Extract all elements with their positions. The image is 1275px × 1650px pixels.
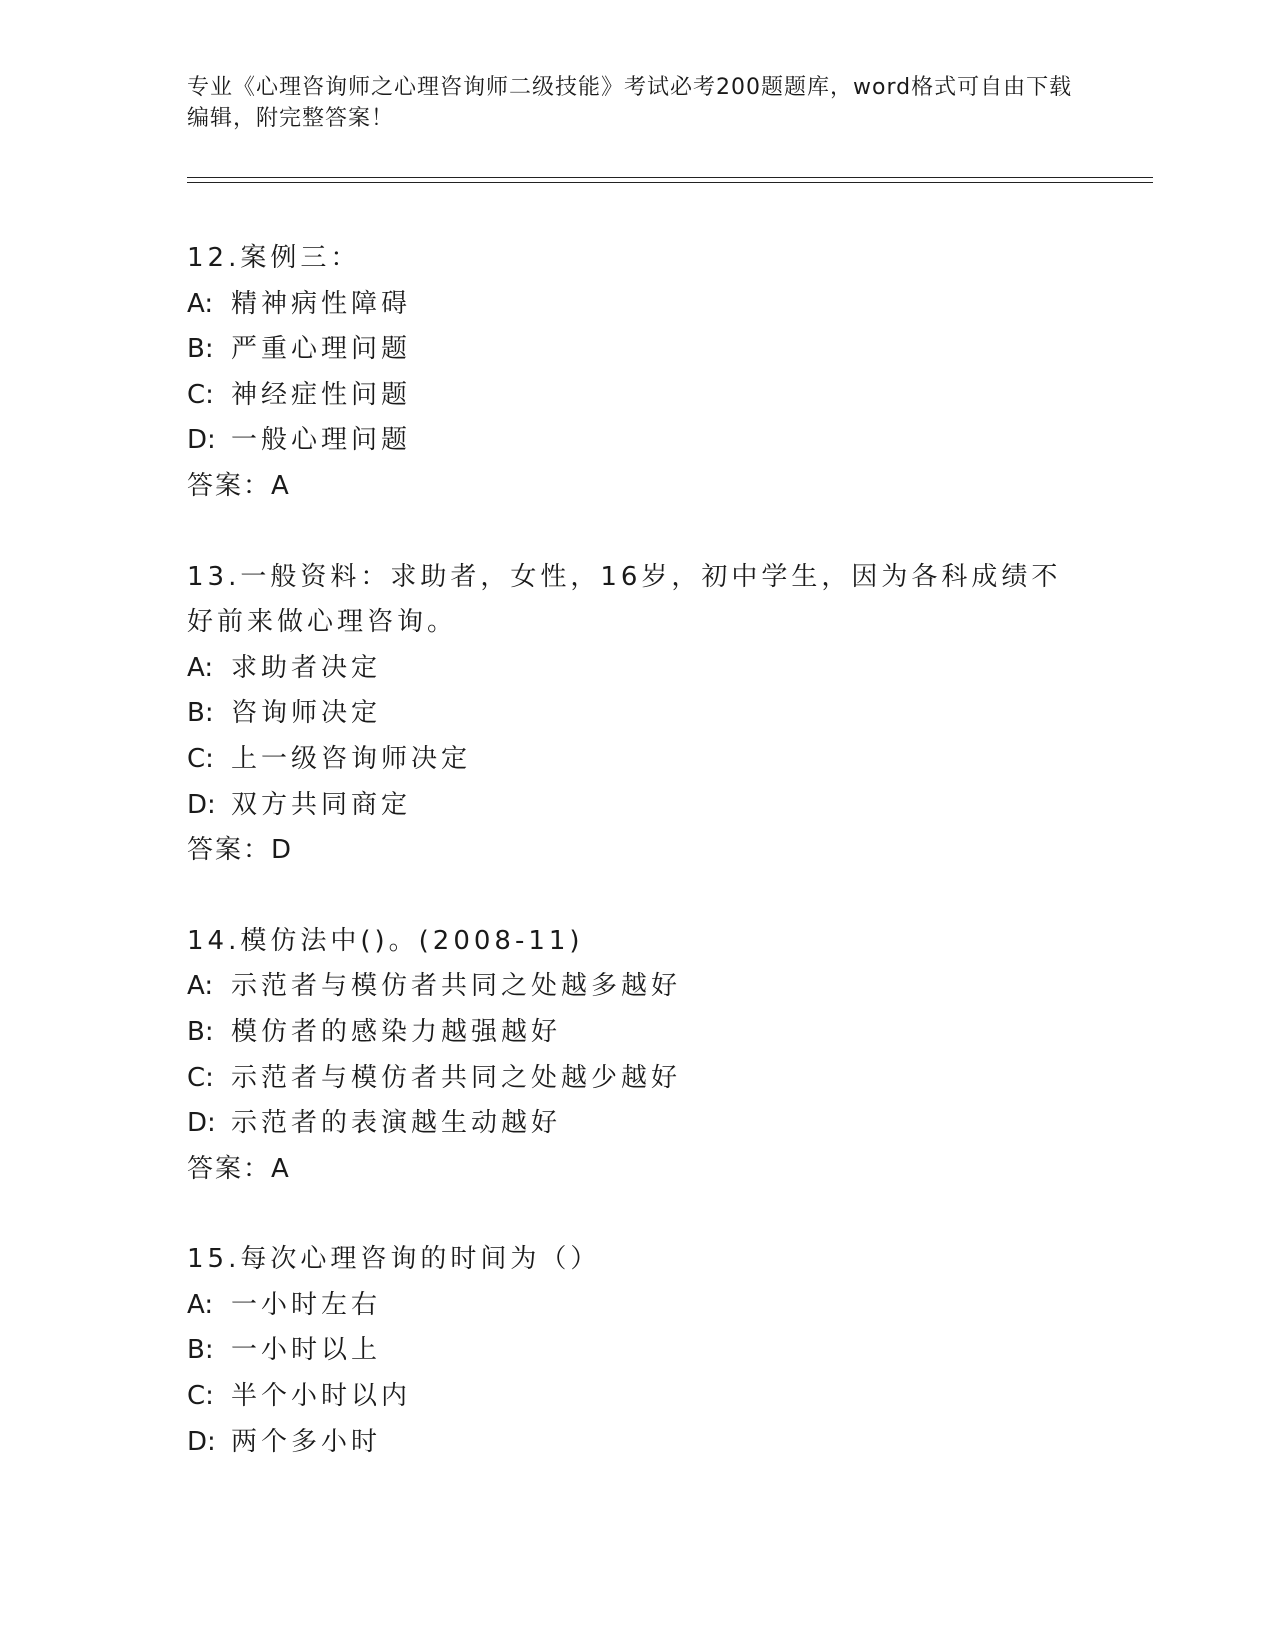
option-d bbox=[187, 783, 1087, 829]
header-title: 专业《心理咨询师之心理咨询师二级技能》考试必考200题题库，word格式可自由下载编辑，附完整答案！ bbox=[187, 75, 1073, 131]
option-c bbox=[187, 1056, 1087, 1102]
option-d bbox=[187, 418, 1087, 464]
option-letter: C: bbox=[187, 1062, 214, 1093]
option-a bbox=[187, 282, 1087, 328]
question-13 bbox=[187, 555, 1087, 874]
option-text: 示范者与模仿者共同之处越多越好 bbox=[231, 971, 682, 1002]
question-stem: 15.每次心理咨询的时间为（） bbox=[187, 1244, 601, 1275]
answer-line: 答案：A bbox=[187, 1153, 291, 1184]
option-a bbox=[187, 964, 1087, 1010]
option-letter: A: bbox=[187, 288, 214, 319]
option-b bbox=[187, 1328, 1087, 1374]
option-text: 两个多小时 bbox=[231, 1426, 382, 1457]
question-list bbox=[187, 236, 1087, 1510]
option-text: 求助者决定 bbox=[231, 652, 382, 683]
option-text: 示范者的表演越生动越好 bbox=[231, 1108, 562, 1139]
option-a bbox=[187, 646, 1087, 692]
option-text: 一小时以上 bbox=[231, 1335, 382, 1366]
option-letter: C: bbox=[187, 743, 214, 774]
option-c bbox=[187, 373, 1087, 419]
option-letter: C: bbox=[187, 1381, 214, 1412]
option-letter: A: bbox=[187, 652, 214, 683]
option-b bbox=[187, 327, 1087, 373]
option-b bbox=[187, 1010, 1087, 1056]
option-c bbox=[187, 1374, 1087, 1420]
question-15 bbox=[187, 1237, 1087, 1465]
option-letter: A: bbox=[187, 1289, 214, 1320]
option-c bbox=[187, 737, 1087, 783]
question-stem: 14.模仿法中()。(2008-11) bbox=[187, 925, 584, 956]
option-text: 严重心理问题 bbox=[231, 334, 412, 365]
option-text: 神经症性问题 bbox=[231, 379, 412, 410]
option-letter: B: bbox=[187, 334, 214, 365]
option-letter: B: bbox=[187, 698, 214, 729]
option-letter: B: bbox=[187, 1335, 214, 1366]
option-letter: D: bbox=[187, 789, 216, 820]
answer-line: 答案：A bbox=[187, 470, 291, 501]
question-stem: 12.案例三： bbox=[187, 243, 361, 273]
option-b bbox=[187, 691, 1087, 737]
option-letter: B: bbox=[187, 1016, 214, 1047]
option-text: 一般心理问题 bbox=[231, 425, 412, 456]
option-letter: D: bbox=[187, 425, 216, 456]
option-a bbox=[187, 1283, 1087, 1329]
option-text: 一小时左右 bbox=[231, 1289, 382, 1320]
option-d bbox=[187, 1420, 1087, 1466]
question-12 bbox=[187, 236, 1087, 510]
option-text: 示范者与模仿者共同之处越少越好 bbox=[231, 1062, 682, 1093]
answer-line: 答案：D bbox=[187, 835, 294, 866]
question-stem: 13.一般资料：求助者，女性，16岁，初中学生，因为各科成绩不好前来做心理咨询。 bbox=[187, 561, 1062, 638]
option-letter: D: bbox=[187, 1108, 216, 1139]
option-letter: D: bbox=[187, 1426, 216, 1457]
option-d bbox=[187, 1101, 1087, 1147]
option-text: 半个小时以内 bbox=[231, 1381, 412, 1412]
question-14 bbox=[187, 919, 1087, 1193]
option-text: 咨询师决定 bbox=[231, 698, 382, 729]
option-text: 双方共同商定 bbox=[231, 789, 412, 820]
header-double-rule bbox=[187, 177, 1153, 183]
option-letter: A: bbox=[187, 971, 214, 1002]
option-text: 模仿者的感染力越强越好 bbox=[231, 1016, 562, 1047]
option-text: 上一级咨询师决定 bbox=[231, 743, 472, 774]
document-header bbox=[187, 72, 1087, 134]
option-text: 精神病性障碍 bbox=[231, 288, 412, 319]
option-letter: C: bbox=[187, 379, 214, 410]
